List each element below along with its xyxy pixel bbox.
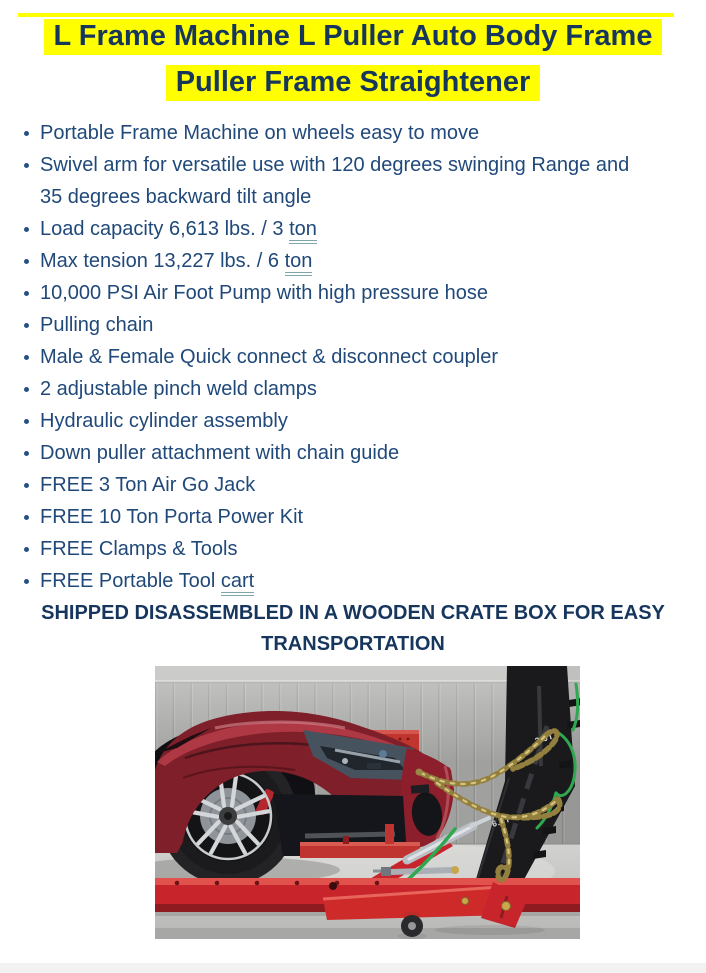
feature-text: Swivel arm for versatile use with 120 degrees swinging Range and xyxy=(40,154,630,176)
feature-item xyxy=(23,533,706,565)
feature-text: Pulling chain xyxy=(40,314,154,336)
feature-item xyxy=(23,405,706,437)
feature-text: FREE 10 Ton Porta Power Kit xyxy=(40,506,304,528)
feature-text: Max tension 13,227 lbs. / 6 xyxy=(40,250,285,272)
feature-text: 35 degrees backward tilt angle xyxy=(40,186,312,208)
feature-item xyxy=(23,373,706,405)
shipping-note-line-1: SHIPPED DISASSEMBLED IN A WOODEN CRATE BOX FOR EASY xyxy=(41,602,665,624)
feature-item xyxy=(23,117,706,149)
feature-text-underlined: ton xyxy=(285,250,313,276)
product-photo-illustration xyxy=(155,666,580,939)
top-highlight-strip xyxy=(18,13,674,17)
shipping-note xyxy=(0,598,706,660)
feature-text: FREE Clamps & Tools xyxy=(40,538,238,560)
feature-item xyxy=(23,469,706,501)
title-row-1 xyxy=(0,13,706,59)
title-row-2 xyxy=(0,59,706,105)
feature-text: Down puller attachment with chain guide xyxy=(40,442,400,464)
feature-item xyxy=(23,245,706,277)
shipping-note-line-2: TRANSPORTATION xyxy=(261,633,445,655)
feature-item xyxy=(23,213,706,245)
feature-text: 2 adjustable pinch weld clamps xyxy=(40,378,317,400)
feature-text: Portable Frame Machine on wheels easy to move xyxy=(40,122,480,144)
title-line-1: L Frame Machine L Puller Auto Body Frame xyxy=(44,19,663,55)
feature-text: FREE Portable Tool xyxy=(40,570,221,592)
feature-item xyxy=(23,437,706,469)
feature-item xyxy=(23,277,706,309)
product-title xyxy=(0,13,706,105)
feature-item xyxy=(23,341,706,373)
footer-bar xyxy=(0,963,706,973)
feature-text: Hydraulic cylinder assembly xyxy=(40,410,288,432)
feature-item xyxy=(23,565,706,597)
feature-text-underlined: ton xyxy=(289,218,317,244)
feature-item xyxy=(23,501,706,533)
title-line-2: Puller Frame Straightener xyxy=(166,65,541,101)
feature-item xyxy=(23,309,706,341)
tower-capacity-label-top: 3.0T xyxy=(533,730,555,746)
feature-text: Load capacity 6,613 lbs. / 3 xyxy=(40,218,290,240)
feature-list xyxy=(0,117,706,597)
feature-text-underlined: cart xyxy=(221,570,254,596)
product-photo xyxy=(155,666,580,939)
feature-text: FREE 3 Ton Air Go Jack xyxy=(40,474,256,496)
feature-item xyxy=(23,149,706,213)
feature-text: 10,000 PSI Air Foot Pump with high pressure hose xyxy=(40,282,489,304)
tower-capacity-label-mid: 6.0T xyxy=(490,813,512,829)
feature-text: Male & Female Quick connect & disconnect coupler xyxy=(40,346,498,368)
